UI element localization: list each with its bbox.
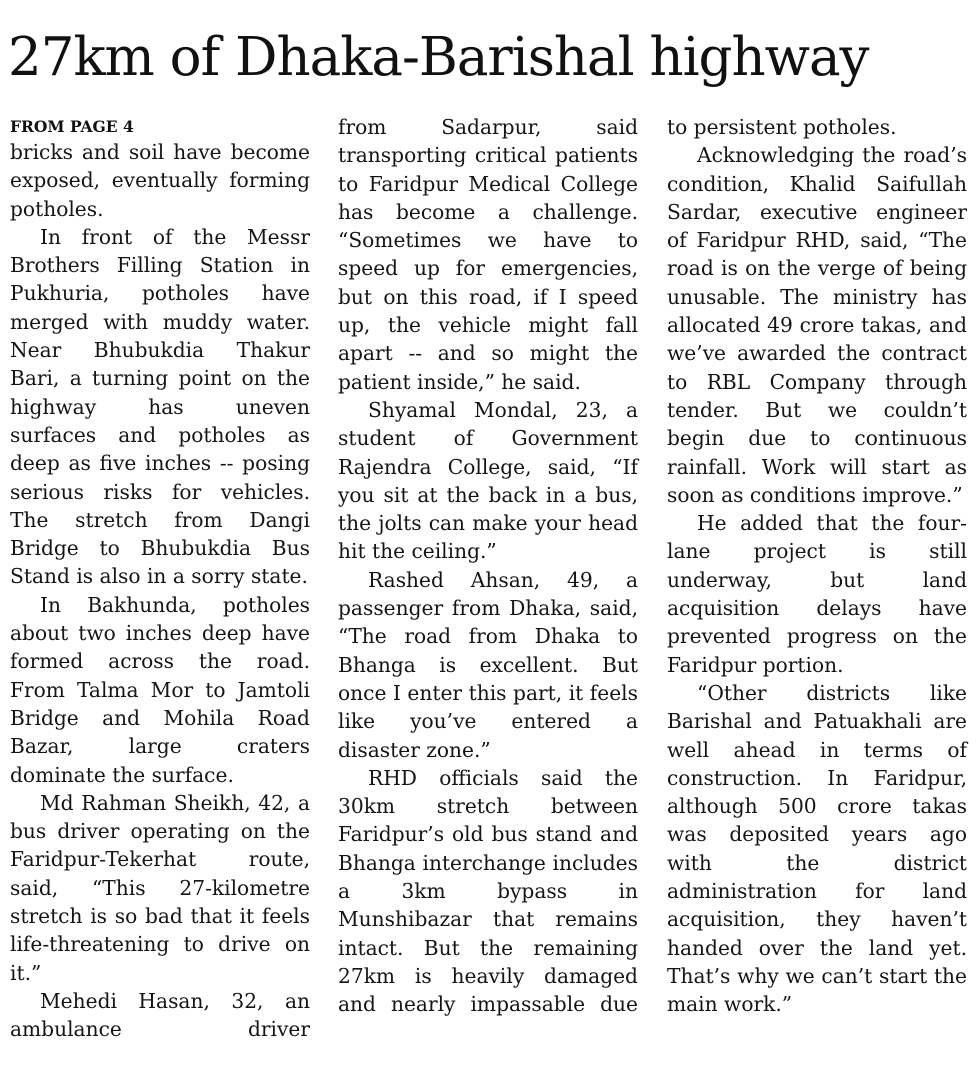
column-3 — [667, 113, 967, 1019]
jump-label: FROM PAGE 4 — [10, 117, 134, 136]
paragraph: Mehedi Hasan, 32, an ambulance driver — [10, 988, 310, 1042]
paragraph: Acknowledging the road’s condition, Khalid Saifullah Sardar, executive engineer of Faridpur RHD, said, “The road is on the verge of being unusable. The ministry has allocated 49 crore takas, and we’ve awarded the contract to RBL Company through tender. But we couldn’t begin due to continuous rainfall. Work will start as soon as conditions improve.” — [667, 143, 967, 507]
paragraph: RHD officials said the 30km stretch between Faridpur’s old bus stand and Bhanga interchange includes a 3km bypass in Munshibazar that remains intact. But the remaining 27km is heavily damaged and nearly impassable due — [338, 765, 638, 1017]
paragraph: In Bakhunda, potholes about two inches deep have formed across the road. From Talma Mor to Jamtoli Bridge and Mohila Road Bazar, large craters dominate the surface. — [10, 592, 310, 787]
paragraph: from Sadarpur, said transporting critical patients to Faridpur Medical College has become a challenge. “Sometimes we have to speed up for emergencies, but on this road, if I speed up, the vehicle might fall apart -- and so might the patient inside,” he said. — [338, 115, 638, 394]
paragraph: “Other districts like Barishal and Patuakhali are well ahead in terms of construction. In Faridpur, although 500 crore takas was deposited years ago with the district administration for land acquisition, they haven’t handed over the land yet. That’s why we can’t start the main work.” — [667, 680, 967, 1017]
paragraph: bricks and soil have become exposed, eventually forming potholes. — [10, 140, 310, 221]
paragraph: Md Rahman Sheikh, 42, a bus driver operating on the Faridpur-Tekerhat route, said, “This 27-kilometre stretch is so bad that it feels life-threatening to drive on it.” — [10, 790, 310, 985]
column-2 — [338, 113, 638, 1019]
paragraph: He added that the four-lane project is still underway, but land acquisition delays have prevented progress on the Faridpur portion. — [667, 511, 967, 677]
headline: 27km of Dhaka-Barishal highway — [8, 27, 869, 88]
paragraph: to persistent potholes. — [667, 115, 897, 139]
paragraph: In front of the Messr Brothers Filling Station in Pukhuria, potholes have merged with muddy water. Near Bhubukdia Thakur Bari, a turning point on the highway has uneven surfaces and potholes as deep as five inches -- posing serious risks for vehicles. The stretch from Dangi Bridge to Bhubukdia Bus Stand is also in a sorry state. — [10, 224, 310, 589]
paragraph: Shyamal Mondal, 23, a student of Government Rajendra College, said, “If you sit at the back in a bus, the jolts can make your head hit the ceiling.” — [338, 397, 638, 564]
paragraph: Rashed Ahsan, 49, a passenger from Dhaka, said, “The road from Dhaka to Bhanga is excellent. But once I enter this part, it feels like you’ve entered a disaster zone.” — [338, 567, 638, 762]
column-1 — [10, 113, 310, 1044]
